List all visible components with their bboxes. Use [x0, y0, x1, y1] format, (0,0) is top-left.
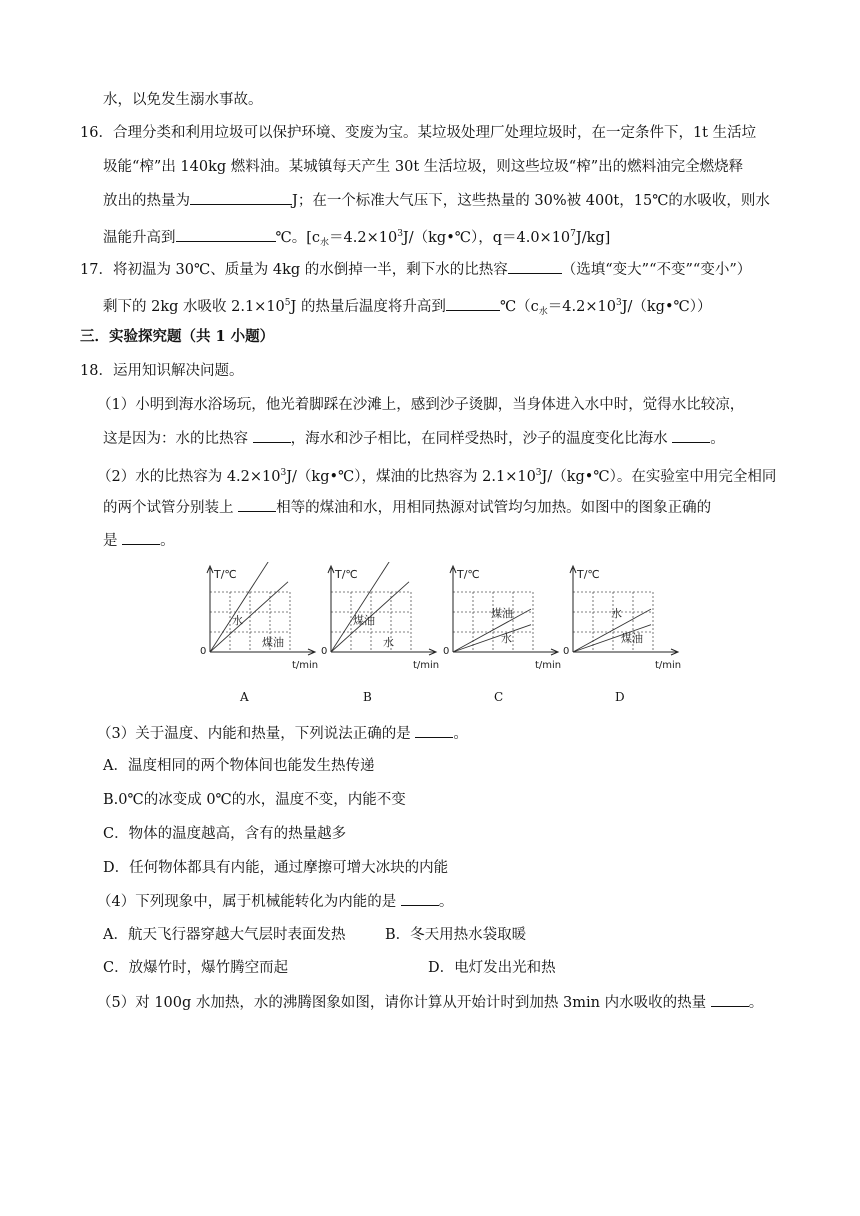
- chart-c: [443, 562, 568, 692]
- q16-text-4c: ＝4.2×10: [329, 230, 398, 246]
- q16-text-4b: ℃。[c: [275, 230, 320, 246]
- q17-text-2a: 剩下的 2kg 水吸收 2.1×10: [103, 299, 285, 315]
- q17-text-1b: （选填“变大”“不变”“变小”）: [561, 262, 752, 278]
- q17-sup-1: 5: [284, 298, 291, 308]
- q18-p2-text-b: J/（kg•℃），煤油的比热容为 2.1×10: [286, 469, 536, 485]
- q18-p1-line1: （1）小明到海水浴场玩，他光着脚踩在沙滩上，感到沙子烫脚，当身体进入水中时，觉得水比较凉，: [97, 397, 745, 413]
- q16-text-1: 合理分类和利用垃圾可以保护环境、变废为宝。某垃圾处理厂处理垃圾时，在一定条件下，1t 生活垃: [112, 125, 757, 141]
- chart-d: [563, 562, 688, 692]
- q18-p5-line: [97, 992, 763, 1013]
- chart-b-svg: [321, 562, 446, 688]
- chart-b-label-upper: 煤油: [353, 614, 375, 627]
- q18-p2-text-a: （2）水的比热容为 4.2×10: [97, 469, 281, 485]
- q18-p1-text-c: 。: [710, 431, 725, 447]
- chart-b-y-label: T/℃: [335, 568, 358, 581]
- chart-d-x-label: t/min: [655, 660, 682, 671]
- chart-d-y-label: T/℃: [577, 568, 600, 581]
- chart-b-label-lower: 水: [383, 636, 394, 649]
- chart-c-series-line-2: [453, 625, 531, 652]
- chart-c-x-label: t/min: [535, 660, 562, 671]
- q16-line1: [80, 123, 756, 143]
- q16-sup-1: 3: [397, 229, 403, 239]
- chart-a-label-lower: 煤油: [262, 636, 284, 649]
- q18-p3-blank[interactable]: [415, 723, 453, 738]
- q18-p2-line2: [103, 497, 711, 518]
- q16-text-4a: 温能升高到: [103, 230, 176, 246]
- q15-tail: 水，以免发生溺水事故。: [103, 92, 263, 108]
- chart-a: [200, 562, 328, 692]
- chart-caption-a: A: [240, 690, 249, 704]
- chart-c-y-label: T/℃: [457, 568, 480, 581]
- q17-text-2b: J 的热量后温度将升高到: [290, 299, 446, 315]
- chart-caption-d: D: [615, 690, 625, 704]
- chart-a-label-upper: 水: [232, 614, 243, 627]
- q18-p3-option-a: A．温度相同的两个物体间也能发生热传递: [103, 758, 375, 774]
- chart-d-label-upper: 水: [611, 607, 622, 620]
- q18-p5-end: 。: [748, 995, 764, 1011]
- q18-p2-text-d: 的两个试管分别装上: [103, 500, 239, 516]
- q18-p1-blank-2[interactable]: [672, 428, 710, 443]
- chart-d-label-lower: 煤油: [621, 632, 643, 645]
- q18-p3-line: [97, 723, 468, 744]
- chart-b: [321, 562, 446, 692]
- q18-p3-option-c: C．物体的温度越高，含有的热量越多: [103, 826, 347, 842]
- q18-p3-option-b: B.0℃的冰变成 0℃的水，温度不变，内能不变: [103, 792, 406, 808]
- q17-line1: [80, 259, 751, 280]
- q18-p1-blank-1[interactable]: [253, 428, 291, 443]
- chart-a-x-label: t/min: [292, 660, 319, 671]
- q18-p2-blank-2[interactable]: [122, 530, 160, 545]
- q18-p2-text-c: J/（kg•℃）。在实验室中用完全相同: [541, 469, 777, 485]
- q17-number: 17．: [80, 262, 113, 278]
- chart-c-svg: [443, 562, 568, 688]
- q18-p2-text-e: 相等的煤油和水，用相同热源对试管均匀加热。如图中的图象正确的: [276, 500, 712, 516]
- q18-p1-text-b: ，海水和沙子相比，在同样受热时，沙子的温度变化比海水: [290, 431, 673, 447]
- q16-answer-blank-1[interactable]: [190, 190, 292, 205]
- q18-p2-blank-1[interactable]: [238, 497, 276, 512]
- q18-p3-text: （3）关于温度、内能和热量，下列说法正确的是: [97, 726, 416, 742]
- q17-sub-water: 水: [538, 307, 548, 317]
- q17-text-2c: ℃（c: [499, 299, 539, 315]
- q18-p2-sup-2: 3: [535, 468, 542, 478]
- q18-p4-text: （4）下列现象中，属于机械能转化为内能的是: [97, 894, 401, 910]
- q17-text-2d: ＝4.2×10: [547, 299, 616, 315]
- q18-p4-option-a: A．航天飞行器穿越大气层时表面发热: [103, 927, 346, 943]
- q16-sup-2: 7: [570, 229, 576, 239]
- q18-title: 运用知识解决问题。: [112, 363, 244, 379]
- q16-line3: [103, 190, 770, 211]
- chart-c-label-lower: 水: [501, 632, 512, 645]
- q16-answer-blank-2[interactable]: [176, 227, 276, 242]
- q18-p1-line2: [103, 428, 725, 449]
- q17-sup-2: 3: [615, 298, 622, 308]
- chart-caption-c: C: [494, 690, 504, 704]
- q17-answer-blank-2[interactable]: [446, 296, 500, 311]
- q18-p4-option-c: C．放爆竹时，爆竹腾空而起: [103, 960, 289, 976]
- q18-p4-end: 。: [438, 894, 454, 910]
- chart-c-origin: 0: [443, 646, 450, 657]
- q18-p2-sup-1: 3: [280, 468, 287, 478]
- q18-number: 18．: [80, 363, 113, 379]
- q18-p2-line1: [97, 463, 776, 487]
- chart-d-origin: 0: [563, 646, 570, 657]
- chart-b-origin: 0: [321, 646, 328, 657]
- q18-p5-text: （5）对 100g 水加热，水的沸腾图象如图，请你计算从开始计时到加热 3min 内水吸收的热量: [97, 995, 711, 1011]
- q18-p4-option-d: D．电灯发出光和热: [428, 960, 556, 976]
- q18-p5-blank[interactable]: [711, 992, 749, 1007]
- q17-answer-blank-1[interactable]: [508, 259, 562, 274]
- q18-p4-option-b: B．冬天用热水袋取暖: [385, 927, 527, 943]
- q16-line2: 圾能“榨”出 140kg 燃料油。某城镇每天产生 30t 生活垃圾，则这些垃圾“榨”出的燃料油完全燃烧释: [103, 159, 744, 175]
- q16-text-3a: 放出的热量为: [103, 193, 190, 209]
- q16-text-4d: J/（kg•℃），q＝4.0×10: [402, 230, 571, 246]
- q18-p2-line3: [103, 530, 175, 551]
- q18-p3-end: 。: [453, 726, 468, 742]
- q18-p1-text-a: 这是因为：水的比热容: [103, 431, 253, 447]
- q16-text-3b: J；在一个标准大气压下，这些热量的 30%被 400t，15℃的水吸收，则水: [292, 193, 770, 209]
- q18-p3-option-d: D．任何物体都具有内能，通过摩擦可增大冰块的内能: [103, 860, 449, 876]
- chart-c-label-upper: 煤油: [491, 607, 513, 620]
- chart-a-svg: [200, 562, 328, 688]
- q17-line2: [103, 293, 712, 322]
- q18-title-line: [80, 361, 243, 381]
- q17-text-1a: 将初温为 30℃、质量为 4kg 的水倒掉一半，剩下水的比热容: [112, 262, 508, 278]
- chart-d-svg: [563, 562, 688, 688]
- q16-number: 16．: [80, 125, 113, 141]
- q18-p4-blank[interactable]: [401, 891, 439, 906]
- q16-line4: [103, 224, 610, 253]
- q16-sub-water: 水: [320, 238, 330, 248]
- q18-p4-line: [97, 891, 453, 912]
- q18-p2-text-g: 。: [160, 533, 175, 549]
- chart-a-origin: 0: [200, 646, 207, 657]
- chart-caption-b: B: [363, 690, 372, 704]
- section-3-heading: 三．实验探究题（共 1 小题）: [80, 328, 275, 345]
- q17-text-2e: J/（kg•℃））: [621, 299, 712, 315]
- chart-b-x-label: t/min: [413, 660, 440, 671]
- q18-p2-text-f: 是: [103, 533, 123, 549]
- chart-a-y-label: T/℃: [214, 568, 237, 581]
- q16-text-4e: J/kg]: [575, 230, 611, 246]
